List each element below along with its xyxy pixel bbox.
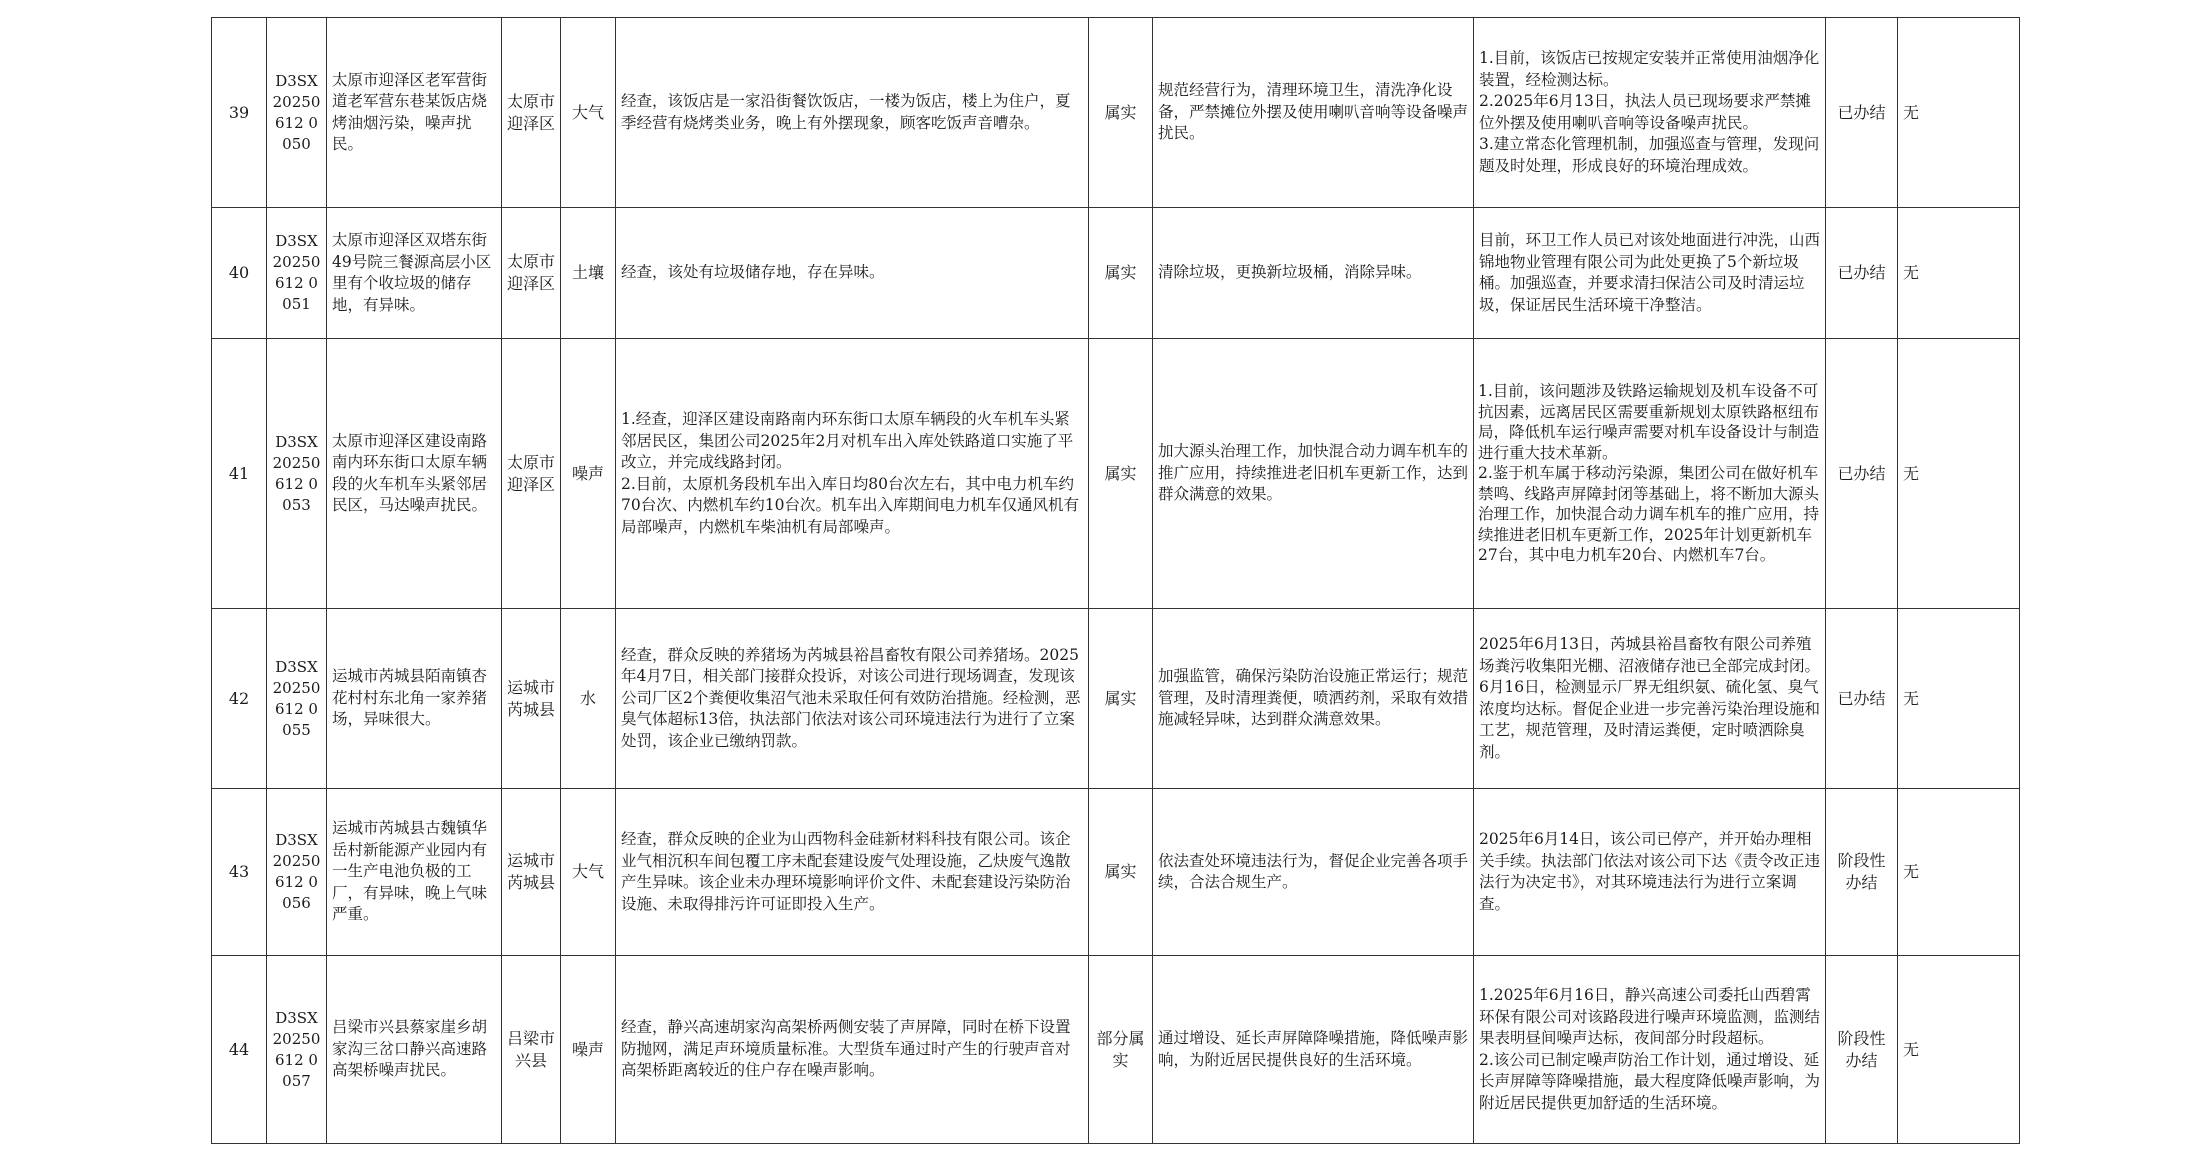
accountability-cell: 无 bbox=[1898, 208, 2020, 339]
pollution-type-cell: 噪声 bbox=[561, 339, 616, 609]
row-number-cell: 43 bbox=[212, 789, 267, 956]
investigation-paragraph: 2.目前，太原机务段机车出入库日均80台次左右，其中电力机车约70台次、内燃机车约10台次。机车出入库期间电力机车仅通风机有局部噪声，内燃机车柴油机有局部噪声。 bbox=[621, 474, 1079, 536]
rectification-measures-cell: 加大源头治理工作，加快混合动力调车机车的推广应用，持续推进老旧机车更新工作，达到群众满意的效果。 bbox=[1153, 339, 1474, 609]
completion-status-cell: 已办结 bbox=[1826, 609, 1898, 789]
table-row bbox=[212, 789, 2020, 956]
rectification-progress-cell bbox=[1474, 339, 1826, 609]
table-row bbox=[212, 18, 2020, 208]
rectification-progress-cell bbox=[1474, 956, 1826, 1144]
complaint-content-cell: 太原市迎泽区双塔东街49号院三餐源高层小区里有个收垃圾的储存地，有异味。 bbox=[327, 208, 502, 339]
complaint-content-cell: 运城市芮城县陌南镇杏花村村东北角一家养猪场，异味很大。 bbox=[327, 609, 502, 789]
completion-status-cell: 已办结 bbox=[1826, 18, 1898, 208]
completion-status-cell: 阶段性办结 bbox=[1826, 956, 1898, 1144]
rectification-measures-cell: 通过增设、延长声屏障降噪措施，降低噪声影响，为附近居民提供良好的生活环境。 bbox=[1153, 956, 1474, 1144]
administrative-region-cell: 运城市芮城县 bbox=[502, 609, 561, 789]
rectification-measures-cell: 清除垃圾，更换新垃圾桶，消除异味。 bbox=[1153, 208, 1474, 339]
investigation-result-cell: 经查，该饭店是一家沿街餐饮饭店，一楼为饭店，楼上为住户，夏季经营有烧烤类业务，晚上有外摆现象，顾客吃饭声音嘈杂。 bbox=[616, 18, 1089, 208]
pollution-type-cell: 土壤 bbox=[561, 208, 616, 339]
investigation-result-cell: 经查，群众反映的企业为山西物科金硅新材料科技有限公司。该企业气相沉积车间包覆工序未配套建设废气处理设施，乙炔废气逸散产生异味。该企业未办理环境影响评价文件、未配套建设污染防治设施、未取得排污许可证即投入生产。 bbox=[616, 789, 1089, 956]
rectification-measures-cell: 规范经营行为，清理环境卫生，清洗净化设备，严禁摊位外摆及使用喇叭音响等设备噪声扰民。 bbox=[1153, 18, 1474, 208]
rectification-progress-cell bbox=[1474, 789, 1826, 956]
administrative-region-cell: 太原市迎泽区 bbox=[502, 339, 561, 609]
table-row bbox=[212, 956, 2020, 1144]
verification-verdict-cell: 部分属实 bbox=[1089, 956, 1153, 1144]
row-number-cell: 41 bbox=[212, 339, 267, 609]
row-number-cell: 40 bbox=[212, 208, 267, 339]
progress-item: 2.该公司已制定噪声防治工作计划，通过增设、延长声屏障等降噪措施，最大程度降低噪声影响，为附近居民提供更加舒适的生活环境。 bbox=[1479, 1050, 1821, 1112]
investigation-result-cell bbox=[616, 339, 1089, 609]
accountability-cell: 无 bbox=[1898, 609, 2020, 789]
complaint-content-cell: 太原市迎泽区老军营街道老军营东巷某饭店烧烤油烟污染，噪声扰民。 bbox=[327, 18, 502, 208]
complaint-table bbox=[211, 17, 2020, 1144]
verification-verdict-cell: 属实 bbox=[1089, 789, 1153, 956]
table-row bbox=[212, 339, 2020, 609]
investigation-paragraph: 1.经查，迎泽区建设南路南内环东街口太原车辆段的火车机车头紧邻居民区，集团公司2025年2月对机车出入库处铁路道口实施了平改立，并完成线路封闭。 bbox=[621, 410, 1074, 471]
row-number-cell: 44 bbox=[212, 956, 267, 1144]
table-body bbox=[212, 18, 2020, 1144]
administrative-region-cell: 太原市迎泽区 bbox=[502, 18, 561, 208]
rectification-measures-cell: 加强监管，确保污染防治设施正常运行；规范管理，及时清理粪便，喷洒药剂，采取有效措施减轻异味，达到群众满意效果。 bbox=[1153, 609, 1474, 789]
progress-item: 2025年6月13日，芮城县裕昌畜牧有限公司养殖场粪污收集阳光棚、沼液储存池已全部完成封闭。6月16日，检测显示厂界无组织氨、硫化氢、臭气浓度均达标。督促企业进一步完善污染治理设施和工艺，规范管理，及时清运粪便，定时喷洒除臭剂。 bbox=[1479, 635, 1821, 761]
complaint-code-cell: D3SX20250612 0056 bbox=[267, 789, 327, 956]
verification-verdict-cell: 属实 bbox=[1089, 208, 1153, 339]
complaint-content-cell: 太原市迎泽区建设南路南内环东街口太原车辆段的火车机车头紧邻居民区，马达噪声扰民。 bbox=[327, 339, 502, 609]
progress-item: 2.2025年6月13日，执法人员已现场要求严禁摊位外摆及使用喇叭音响等设备噪声扰民。 bbox=[1479, 92, 1811, 132]
table-row bbox=[212, 609, 2020, 789]
accountability-cell: 无 bbox=[1898, 956, 2020, 1144]
rectification-progress-cell bbox=[1474, 18, 1826, 208]
progress-item: 2.鉴于机车属于移动污染源，集团公司在做好机车禁鸣、线路声屏障封闭等基础上，将不断加大源头治理工作，加快混合动力调车机车的推广应用，持续推进老旧机车更新工作，2025年计划更新机车27台，其中电力机车20台、内燃机车7台。 bbox=[1478, 464, 1820, 565]
investigation-result-cell: 经查，该处有垃圾储存地，存在异味。 bbox=[616, 208, 1089, 339]
accountability-cell: 无 bbox=[1898, 18, 2020, 208]
rectification-measures-cell: 依法查处环境违法行为，督促企业完善各项手续，合法合规生产。 bbox=[1153, 789, 1474, 956]
progress-item: 1.目前，该饭店已按规定安装并正常使用油烟净化装置，经检测达标。 bbox=[1479, 49, 1820, 89]
progress-item: 目前，环卫工作人员已对该处地面进行冲洗，山西锦地物业管理有限公司为此处更换了5个新垃圾桶。加强巡查，并要求清扫保洁公司及时清运垃圾，保证居民生活环境干净整洁。 bbox=[1479, 231, 1821, 314]
rectification-progress-cell bbox=[1474, 208, 1826, 339]
complaint-code-cell: D3SX20250612 0057 bbox=[267, 956, 327, 1144]
completion-status-cell: 已办结 bbox=[1826, 339, 1898, 609]
complaint-code-cell: D3SX20250612 0053 bbox=[267, 339, 327, 609]
completion-status-cell: 阶段性办结 bbox=[1826, 789, 1898, 956]
progress-item: 2025年6月14日，该公司已停产，并开始办理相关手续。执法部门依法对该公司下达《责令改正违法行为决定书》，对其环境违法行为进行立案调查。 bbox=[1479, 830, 1821, 913]
pollution-type-cell: 大气 bbox=[561, 18, 616, 208]
progress-item: 1.目前，该问题涉及铁路运输规划及机车设备不可抗因素，远离居民区需要重新规划太原铁路枢纽布局，降低机车运行噪声需要对机车设备设计与制造进行重大技术革新。 bbox=[1478, 382, 1820, 462]
investigation-result-cell: 经查，静兴高速胡家沟高架桥两侧安装了声屏障，同时在桥下设置防抛网，满足声环境质量标准。大型货车通过时产生的行驶声音对高架桥距离较近的住户存在噪声影响。 bbox=[616, 956, 1089, 1144]
complaint-content-cell: 吕梁市兴县蔡家崖乡胡家沟三岔口静兴高速路高架桥噪声扰民。 bbox=[327, 956, 502, 1144]
progress-item: 3.建立常态化管理机制，加强巡查与管理，发现问题及时处理，形成良好的环境治理成效。 bbox=[1479, 135, 1820, 175]
complaint-code-cell: D3SX20250612 0050 bbox=[267, 18, 327, 208]
row-number-cell: 39 bbox=[212, 18, 267, 208]
accountability-cell: 无 bbox=[1898, 789, 2020, 956]
rectification-progress-cell bbox=[1474, 609, 1826, 789]
verification-verdict-cell: 属实 bbox=[1089, 609, 1153, 789]
verification-verdict-cell: 属实 bbox=[1089, 339, 1153, 609]
accountability-cell: 无 bbox=[1898, 339, 2020, 609]
complaint-content-cell: 运城市芮城县古魏镇华岳村新能源产业园内有一生产电池负极的工厂，有异味，晚上气味严重。 bbox=[327, 789, 502, 956]
complaint-code-cell: D3SX20250612 0055 bbox=[267, 609, 327, 789]
complaint-code-cell: D3SX20250612 0051 bbox=[267, 208, 327, 339]
progress-item: 1.2025年6月16日，静兴高速公司委托山西碧霄环保有限公司对该路段进行噪声环境监测，监测结果表明昼间噪声达标，夜间部分时段超标。 bbox=[1479, 986, 1821, 1047]
administrative-region-cell: 吕梁市兴县 bbox=[502, 956, 561, 1144]
row-number-cell: 42 bbox=[212, 609, 267, 789]
pollution-type-cell: 噪声 bbox=[561, 956, 616, 1144]
administrative-region-cell: 太原市迎泽区 bbox=[502, 208, 561, 339]
investigation-result-cell: 经查，群众反映的养猪场为芮城县裕昌畜牧有限公司养猪场。2025年4月7日，相关部门接群众投诉，对该公司进行现场调查，发现该公司厂区2个粪便收集沼气池未采取任何有效防治措施。经检测，恶臭气体超标13倍，执法部门依法对该公司环境违法行为进行了立案处罚，该企业已缴纳罚款。 bbox=[616, 609, 1089, 789]
verification-verdict-cell: 属实 bbox=[1089, 18, 1153, 208]
completion-status-cell: 已办结 bbox=[1826, 208, 1898, 339]
pollution-type-cell: 水 bbox=[561, 609, 616, 789]
pollution-type-cell: 大气 bbox=[561, 789, 616, 956]
administrative-region-cell: 运城市芮城县 bbox=[502, 789, 561, 956]
table-row bbox=[212, 208, 2020, 339]
